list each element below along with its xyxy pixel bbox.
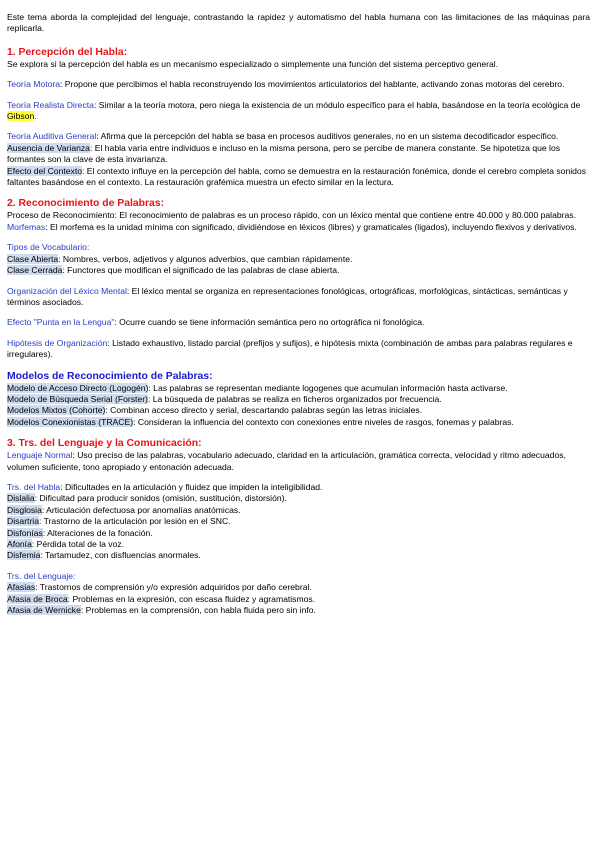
definition: : Afirma que la percepción del habla se basa en procesos auditivos generales, no en un sistema decodificador específico.	[96, 131, 559, 142]
item-wernicke-aphasia	[7, 605, 590, 616]
item-dysarthria	[7, 516, 590, 527]
definition: : Articulación defectuosa por anomalías anatómicas.	[41, 504, 241, 515]
term: Trs. del Habla	[7, 481, 61, 492]
definition: : Propone que percibimos el habla reconstruyendo los movimientos articulatorios del hablante, activando zonas motoras del cerebro.	[60, 79, 565, 90]
subheading-language-disorders: Trs. del Lenguaje:	[7, 570, 76, 581]
term: Modelos Conexionistas (TRACE)	[7, 416, 134, 427]
item-dysphemia	[7, 550, 590, 561]
item-dysphonia	[7, 528, 590, 539]
definition: : Similar a la teoría motora, pero niega la existencia de un módulo específico para el habla, basándose en la teoría ecológica de	[93, 99, 581, 110]
definition: : Tartamudez, con disfluencias anormales.	[40, 550, 201, 561]
item-lexicon-organization	[7, 286, 590, 309]
section-disorders	[7, 437, 590, 616]
term: Disfonías	[7, 527, 43, 538]
definition: : El habla varía entre individuos e incluso en la misma persona, pero se percibe de manera constante. Se hipotetiza que los formantes son la clave de esta invarianza.	[7, 142, 561, 165]
model-cohort	[7, 405, 590, 416]
section-heading: 1. Percepción del Habla:	[7, 46, 128, 58]
theory-general-auditory	[7, 131, 590, 142]
term: Teoría Realista Directa	[7, 99, 94, 110]
recognition-process: Proceso de Reconocimiento: El reconocimiento de palabras es un proceso rápido, con un léxico mental que contiene entre 40.000 y 80.000 palabras.	[7, 210, 576, 221]
term: Clase Abierta	[7, 253, 59, 264]
term: Disfemia	[7, 550, 41, 561]
definition: : Trastornos de comprensión y/o expresión adquiridos por daño cerebral.	[35, 582, 312, 593]
model-trace	[7, 417, 590, 428]
item-dyslalia	[7, 493, 590, 504]
term: Teoría Auditiva General	[7, 131, 97, 142]
definition: : Functores que modifican el significado de las palabras de clase abierta.	[62, 265, 340, 276]
section-summary: Se explora si la percepción del habla es un mecanismo especializado o simplemente una función del sistema perceptivo general.	[7, 58, 499, 69]
term: Efecto "Punta en la Lengua"	[7, 317, 115, 328]
subheading-vocabulary: Tipos de Vocabulario:	[7, 242, 90, 253]
section-models	[7, 370, 590, 429]
item-closed-class	[7, 265, 590, 276]
term: Modelos Mixtos (Cohorte)	[7, 405, 106, 416]
definition: : Trastorno de la articulación por lesión en el SNC.	[39, 516, 231, 527]
term: Clase Cerrada	[7, 265, 63, 276]
definition: : Pérdida total de la voz.	[31, 539, 125, 549]
theory-motor	[7, 79, 590, 90]
item-aphasias	[7, 582, 590, 593]
item-speech-disorders	[7, 482, 590, 493]
section-perception	[7, 46, 590, 189]
term: Modelo de Acceso Directo (Logogén)	[7, 382, 149, 393]
theory-direct-realist	[7, 100, 590, 123]
definition: : El morfema es la unidad mínima con significado, dividiéndose en léxicos (libres) y gramaticales (ligados), incluyendo flexivos y derivativos.	[45, 221, 577, 232]
item-organization-hypotheses	[7, 338, 590, 361]
term: Efecto del Contexto	[7, 165, 83, 176]
item-normal-language	[7, 450, 590, 473]
definition: : Uso preciso de las palabras, vocabulario adecuado, claridad en la articulación, gramática correcta, velocidad y ritmo adecuados, volumen suficiente, tono apropiado y entonación adecuada.	[7, 450, 566, 472]
definition: : Ocurre cuando se tiene información semántica pero no ortográfica ni fonológica.	[114, 317, 425, 328]
definition: : Problemas en la expresión, con escasa fluidez y agramatismos.	[67, 593, 316, 604]
term: Modelo de Búsqueda Serial (Forster)	[7, 393, 148, 404]
definition: : Dificultad para producir sonidos (omisión, sustitución, distorsión).	[34, 493, 287, 504]
term: Afasia de Wernicke	[7, 605, 81, 616]
term: Afonía	[7, 539, 32, 549]
item-variance	[7, 143, 590, 166]
definition: : Las palabras se representan mediante logogenes que acumulan información hasta activarse.	[148, 382, 508, 393]
item-context	[7, 166, 590, 189]
item-morphemes	[7, 222, 590, 233]
definition: : Problemas en la comprensión, con habla fluida pero sin info.	[80, 605, 316, 616]
item-dysglossia	[7, 505, 590, 516]
term: Disartria	[7, 516, 39, 527]
definition: : Listado exhaustivo, listado parcial (prefijos y sufijos), e hipótesis mixta (combinación de ambas para palabras regulares e irregulares).	[7, 337, 573, 360]
term: Afasia de Broca	[7, 593, 68, 604]
highlighted-name: Gibson	[7, 111, 35, 122]
definition: : Combinan acceso directo y serial, descartando palabras según las letras iniciales.	[105, 405, 423, 416]
term: Dislalia	[7, 493, 35, 504]
term: Afasias	[7, 582, 36, 593]
term: Lenguaje Normal	[7, 450, 73, 461]
item-broca-aphasia	[7, 594, 590, 605]
term: Teoría Motora	[7, 79, 61, 90]
section-heading: Modelos de Reconocimiento de Palabras:	[7, 370, 213, 382]
section-word-recognition	[7, 197, 590, 360]
definition: : Nombres, verbos, adjetivos y algunos adverbios, que cambian rápidamente.	[58, 253, 353, 264]
definition: : Consideran la influencia del contexto con conexiones entre niveles de rasgos, fonemas y palabras.	[133, 416, 514, 427]
period: .	[34, 111, 37, 122]
section-heading: 2. Reconocimiento de Palabras:	[7, 198, 165, 210]
definition: : Alteraciones de la fonación.	[42, 527, 153, 538]
intro-paragraph: Este tema aborda la complejidad del lenguaje, contrastando la rapidez y automatismo del habla humana con las limitaciones de las máquinas para replicarla.	[7, 12, 590, 34]
model-logogen	[7, 383, 590, 394]
definition: : El contexto influye en la percepción del habla, como se demuestra en la restauración fonémica, donde el cerebro completa sonidos faltantes basándose en el contexto. La restauración grafémica muestra un efecto similar en la lectura.	[7, 165, 587, 188]
item-open-class	[7, 254, 590, 265]
model-forster	[7, 394, 590, 405]
term: Disglosia	[7, 504, 42, 515]
definition: : El léxico mental se organiza en representaciones fonológicas, ortográficas, morfológicas, sintácticas, semánticas y términos asociados.	[7, 285, 568, 307]
term: Organización del Léxico Mental	[7, 285, 127, 296]
term: Morfemas	[7, 221, 46, 232]
item-aphonia	[7, 539, 590, 550]
term: Hipótesis de Organización	[7, 337, 108, 348]
item-tip-of-tongue	[7, 317, 590, 328]
term: Ausencia de Varianza	[7, 142, 90, 153]
definition: : Dificultades en la articulación y fluidez que impiden la inteligibilidad.	[60, 481, 323, 492]
definition: : La búsqueda de palabras se realiza en ficheros organizados por frecuencia.	[147, 393, 442, 404]
section-heading: 3. Trs. del Lenguaje y la Comunicación:	[7, 438, 202, 450]
